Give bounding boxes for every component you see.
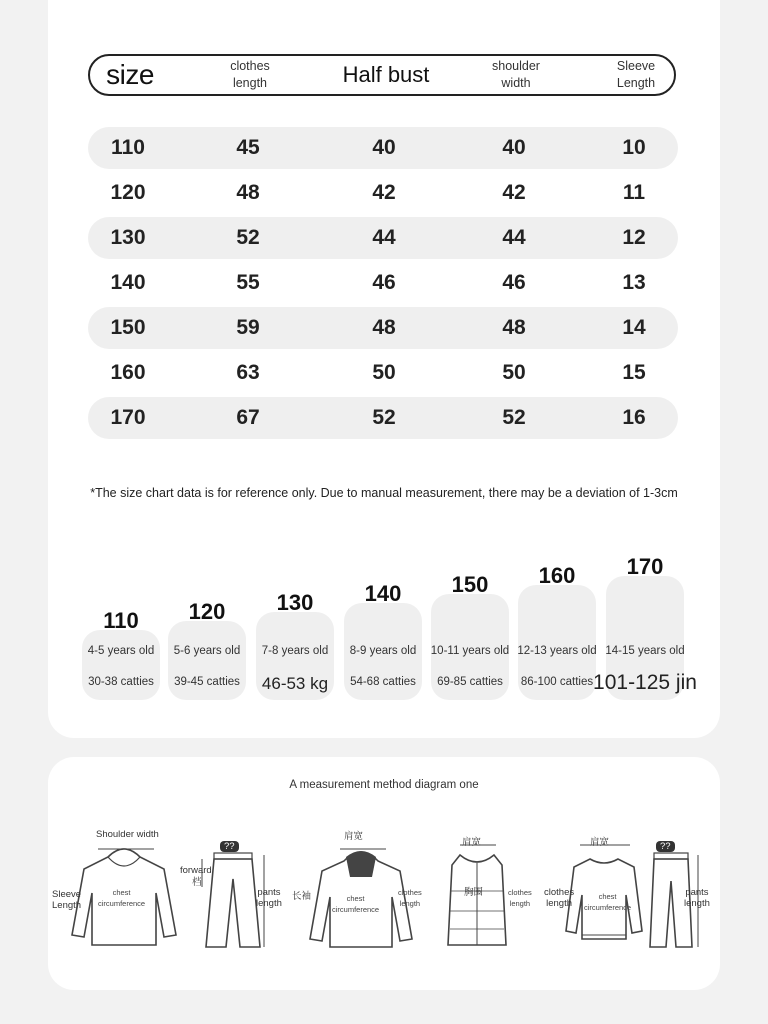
cell-shoulder-width: 44 (502, 226, 526, 249)
cell-half-bust: 46 (372, 271, 396, 294)
cell-sleeve-length: 12 (622, 226, 646, 249)
label-clothes-length: clothes length (398, 888, 422, 908)
table-row (88, 307, 678, 349)
size-column-age: 10-11 years old (430, 645, 510, 657)
hoodie-figure-2 (292, 831, 422, 953)
cell-sleeve-length: 15 (622, 361, 646, 384)
diagram-title: A measurement method diagram one (289, 779, 479, 791)
cell-clothes-length: 55 (236, 271, 260, 294)
cell-shoulder-width: 42 (502, 181, 526, 204)
pants-figure-1 (180, 835, 282, 953)
cell-sleeve-length: 10 (622, 136, 646, 159)
cell-half-bust: 42 (372, 181, 396, 204)
label-forward-cn: 档 (192, 877, 202, 888)
size-column-weight: 86-100 catties (520, 676, 594, 688)
cell-clothes-length: 59 (236, 316, 260, 339)
label-clothes-length-cap: clothes length (544, 887, 575, 909)
cell-half-bust: 50 (372, 361, 396, 384)
label-chest-cn: 胸围 (464, 887, 484, 898)
cell-half-bust: 52 (372, 406, 396, 429)
size-column-number: 110 (103, 608, 139, 633)
cell-sleeve-length: 14 (622, 316, 646, 339)
size-chart-card (48, 0, 720, 738)
cell-sleeve-length: 11 (622, 181, 646, 204)
size-column-number: 130 (276, 590, 314, 615)
sweatshirt-figure (544, 835, 644, 953)
cell-sleeve-length: 16 (622, 406, 646, 429)
size-column-weight: 101-125 jin (593, 671, 697, 694)
table-row (88, 127, 678, 169)
size-column-weight: 39-45 catties (174, 676, 240, 688)
size-chart-note: *The size chart data is for reference only. Due to manual measurement, there may be a deviation of 1-3cm (90, 486, 678, 500)
size-column-weight: 30-38 catties (88, 676, 154, 688)
size-column-number: 140 (364, 581, 402, 606)
cell-size: 150 (110, 316, 146, 339)
label-forward: forward (180, 865, 212, 876)
size-column-box (168, 621, 246, 700)
label-waist-mark-2: ?? (656, 841, 675, 852)
cell-clothes-length: 45 (236, 136, 260, 159)
cell-clothes-length: 63 (236, 361, 260, 384)
label-waist-mark: ?? (220, 841, 239, 852)
table-row (88, 217, 678, 259)
cell-size: 140 (110, 271, 146, 294)
header-sleeve-length: Sleeve Length (616, 59, 656, 90)
size-column-box (82, 630, 160, 700)
size-column-number: 160 (538, 563, 576, 588)
table-row (88, 397, 678, 439)
cell-shoulder-width: 40 (502, 136, 526, 159)
label-chest-circumference: chest circumference (98, 888, 146, 908)
label-pants-length: pants length (256, 887, 282, 909)
cell-clothes-length: 67 (236, 406, 260, 429)
header-shoulder-width: shoulder width (492, 59, 540, 90)
measurement-diagram-card (48, 757, 720, 990)
cell-size: 170 (110, 406, 146, 429)
size-column-weight: 54-68 catties (350, 676, 416, 688)
cell-size: 160 (110, 361, 146, 384)
cell-size: 110 (111, 136, 145, 159)
label-clothes-length-2: clothes length (508, 888, 532, 908)
label-sleeve-cn: 长袖 (292, 891, 312, 902)
table-row (88, 352, 678, 394)
hoodie-figure (52, 829, 180, 953)
size-column-age: 12-13 years old (517, 645, 597, 657)
cell-shoulder-width: 48 (502, 316, 526, 339)
size-column-age: 7-8 years old (261, 645, 329, 657)
cell-half-bust: 48 (372, 316, 396, 339)
label-pants-length-2: pants length (684, 887, 710, 909)
cell-clothes-length: 48 (236, 181, 260, 204)
size-column-number: 120 (188, 599, 226, 624)
label-shoulder-width: Shoulder width (96, 829, 159, 840)
label-chest-circumference-2: chest circumference (332, 894, 380, 914)
label-chest-circumference-3: chest circumference (584, 892, 632, 912)
table-row (88, 172, 678, 214)
size-column-number: 170 (626, 554, 664, 579)
header-half-bust: Half bust (342, 62, 430, 87)
size-column-age: 8-9 years old (349, 645, 417, 657)
cell-size: 120 (110, 181, 146, 204)
size-column-weight: 46-53 kg (261, 674, 329, 693)
size-column-number: 150 (451, 572, 489, 597)
cell-shoulder-width: 50 (502, 361, 526, 384)
header-clothes-length: clothes length (230, 59, 270, 90)
cell-half-bust: 44 (372, 226, 396, 249)
size-column-weight: 69-85 catties (437, 676, 503, 688)
cell-half-bust: 40 (372, 136, 396, 159)
size-column-age: 5-6 years old (173, 645, 241, 657)
cell-shoulder-width: 52 (502, 406, 526, 429)
cell-shoulder-width: 46 (502, 271, 526, 294)
cell-sleeve-length: 13 (622, 271, 646, 294)
cell-clothes-length: 52 (236, 226, 260, 249)
label-sleeve-length: Sleeve Length (52, 889, 82, 911)
size-column-age: 14-15 years old (605, 645, 685, 657)
label-shoulder-cn: 肩宽 (344, 831, 364, 842)
size-column-age: 4-5 years old (87, 645, 155, 657)
header-size: size (106, 59, 154, 90)
vest-figure (440, 835, 532, 953)
table-row (88, 262, 678, 304)
label-shoulder-cn-2: 肩宽 (462, 837, 482, 848)
table-header (88, 54, 676, 96)
cell-size: 130 (110, 226, 146, 249)
pants-figure-2 (646, 835, 710, 953)
label-shoulder-cn-3: 肩宽 (590, 837, 610, 848)
